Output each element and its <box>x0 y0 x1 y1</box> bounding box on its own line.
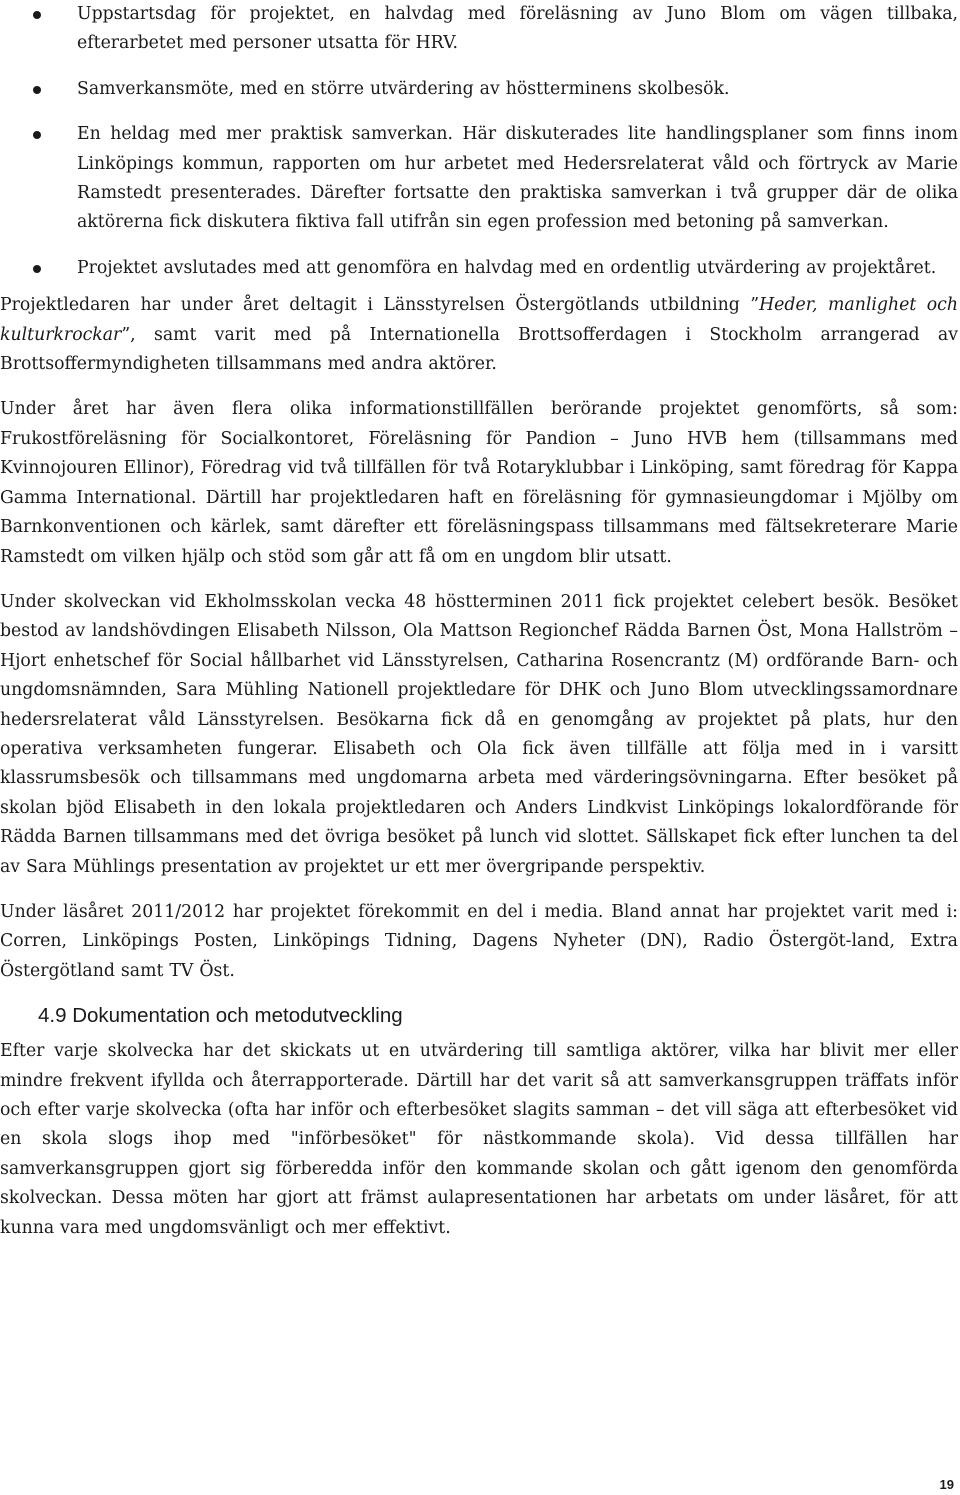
bullet-text: En heldag med mer praktisk samverkan. Här diskuterades lite handlingsplaner som finns inom Linköpings kommun, rapporten om hur arbetet med Hedersrelaterat våld och förtryck av Marie Ramstedt presenterades. Därefter fortsatte den praktiska samverkan i två grupper där de olika aktörerna fick diskutera fiktiva fall utifrån sin egen profession med betoning på samverkan. <box>77 124 958 233</box>
bullet-item <box>0 254 958 283</box>
paragraph-information-sessions: Under året har även flera olika informationstillfällen berörande projektet genomförts, så som: Frukostföreläsning för Socialkontoret, Föreläsning för Pandion – Juno HVB hem (tillsammans med Kvinnojouren Ellinor), Föredrag vid två tillfällen för två Rotaryklubbar i Linköping, samt föredrag för Kappa Gamma International. Därtill har projektledaren haft en föreläsning för gymnasieungdomar i Mjölby om Barnkonventionen och kärlek, samt därefter ett föreläsningspass tillsammans med fältsekreterare Marie Ramstedt om vilken hjälp och stöd som går att få om en ungdom blir utsatt. <box>0 399 958 567</box>
bullet-icon <box>33 11 41 19</box>
training-course-title: Heder, manlighet och kulturkrockar <box>0 295 958 345</box>
bullet-item <box>0 120 958 238</box>
training-text-before: Projektledaren har under året deltagit i Länsstyrelsen Östergötlands utbildning ” <box>0 295 760 316</box>
bullet-icon <box>33 86 41 94</box>
paragraph-documentation: Efter varje skolvecka har det skickats ut en utvärdering till samtliga aktörer, vilka har blivit mer eller mindre frekvent ifyllda och återrapporterade. Därtill har det varit så att samverkansgruppen träffats inför och efter varje skolvecka (ofta har inför och efterbesöket slagits samman – det vill säga att efterbesöket vid en skola slogs ihop med "införbesöket" för nästkommande skola). Vid dessa tillfällen har samverkansgruppen gjort sig förberedda inför den kommande skolan och gått igenom den genomförda skolveckan. Dessa möten har gjort att främst aulapresentationen har arbetats om under läsåret, för att kunna vara med ungdomsvänligt och mer effektivt. <box>0 1041 958 1238</box>
paragraph-media: Under läsåret 2011/2012 har projektet förekommit en del i media. Bland annat har projektet varit med i: Corren, Linköpings Posten, Linköpings Tidning, Dagens Nyheter (DN), Radio Östergöt-land, Extra Östergötland samt TV Öst. <box>0 901 958 981</box>
paragraph-school-visit: Under skolveckan vid Ekholmsskolan vecka 48 höstterminen 2011 fick projektet celebert besök. Besöket bestod av landshövdingen Elisabeth Nilsson, Ola Mattson Regionchef Rädda Barnen Öst, Mona Hallström – Hjort enhetschef för Social hållbarhet vid Länsstyrelsen, Catharina Rosencrantz (M) ordförande Barn- och ungdomsnämnden, Sara Mühling Nationell projektledare för DHK och Juno Blom utvecklingssamordnare hedersrelaterat våld Länsstyrelsen. Besökarna fick då en genomgång av projektet på plats, hur den operativa verksamheten fungerar. Elisabeth och Ola fick även tillfälle att följa med in i varsitt klassrumsbesök och tillsammans med ungdomarna arbeta med värderingsövningarna. Efter besöket på skolan bjöd Elisabeth in den lokala projektledaren och Anders Lindkvist Linköpings lokalordförande för Rädda Barnen tillsammans med det övriga besöket på lunch vid slottet. Sällskapet fick efter lunchen ta del av Sara Mühlings presentation av projektet ur ett mer övergripande perspektiv. <box>0 591 958 877</box>
bullet-item <box>0 75 958 104</box>
page-number: 19 <box>939 1477 954 1492</box>
bullet-text: Uppstartsdag för projektet, en halvdag med föreläsning av Juno Blom om vägen tillbaka, efterarbetet med personer utsatta för HRV. <box>77 4 958 54</box>
bullet-icon <box>33 131 41 139</box>
bullet-item <box>0 0 958 59</box>
bullet-text: Projektet avslutades med att genomföra en halvdag med en ordentlig utvärdering av projektåret. <box>77 257 937 278</box>
bullet-icon <box>33 265 41 273</box>
training-text-after: ”, samt varit med på Internationella Brottsofferdagen i Stockholm arrangerad av Brottsoffermyndigheten tillsammans med andra aktörer. <box>0 324 958 375</box>
paragraph-training <box>0 291 958 379</box>
section-heading: 4.9 Dokumentation och metodutveckling <box>38 1004 403 1028</box>
bullet-list <box>0 0 958 283</box>
bullet-text: Samverkansmöte, med en större utvärdering av höstterminens skolbesök. <box>77 78 730 99</box>
